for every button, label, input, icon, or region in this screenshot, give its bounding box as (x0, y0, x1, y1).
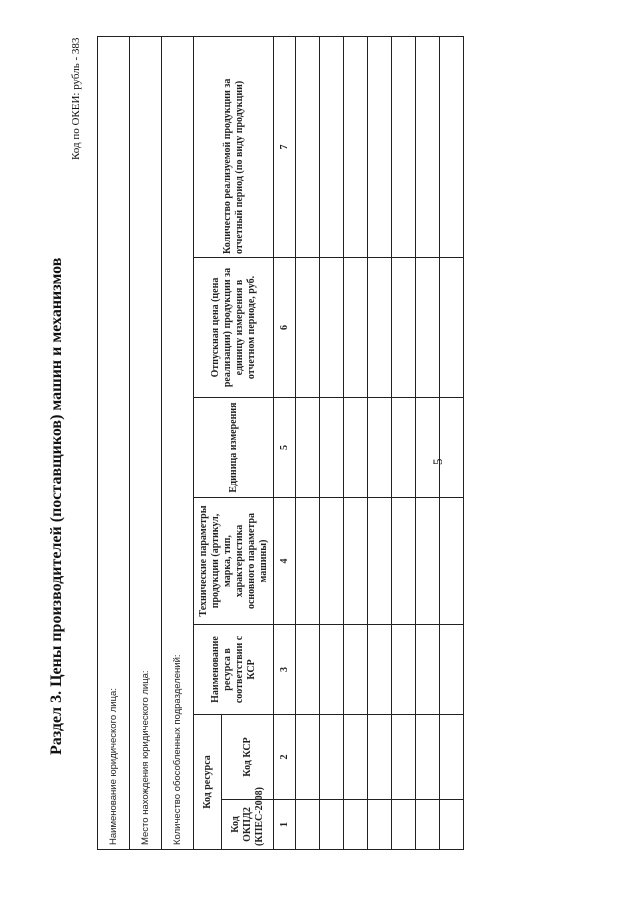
column-number: 7 (274, 36, 296, 257)
empty-cell[interactable] (296, 625, 320, 715)
info-row-location (130, 36, 162, 849)
empty-cell[interactable] (392, 36, 416, 257)
empty-cell[interactable] (344, 800, 368, 850)
unit-header: Единица измерения (194, 398, 274, 498)
table-row (368, 36, 392, 849)
column-number: 3 (274, 625, 296, 715)
empty-cell[interactable] (344, 625, 368, 715)
column-number: 4 (274, 498, 296, 625)
column-number: 5 (274, 398, 296, 498)
okei-code: Код по ОКЕИ: рубль - 383 (70, 37, 82, 160)
empty-cell[interactable] (344, 398, 368, 498)
empty-cell[interactable] (416, 498, 440, 625)
empty-cell[interactable] (416, 715, 440, 800)
empty-cell[interactable] (392, 398, 416, 498)
empty-cell[interactable] (392, 800, 416, 850)
empty-cell[interactable] (368, 398, 392, 498)
empty-cell[interactable] (320, 715, 344, 800)
table-row (296, 36, 320, 849)
empty-cell[interactable] (296, 398, 320, 498)
empty-cell[interactable] (296, 36, 320, 257)
empty-cell[interactable] (392, 625, 416, 715)
info-row-divisions (162, 36, 194, 849)
empty-cell[interactable] (320, 498, 344, 625)
empty-cell[interactable] (416, 625, 440, 715)
column-number: 1 (274, 800, 296, 850)
empty-cell[interactable] (368, 625, 392, 715)
empty-cell[interactable] (416, 800, 440, 850)
empty-cell[interactable] (392, 715, 416, 800)
empty-cell[interactable] (392, 258, 416, 398)
table-row (392, 36, 416, 849)
empty-cell[interactable] (320, 398, 344, 498)
empty-cell[interactable] (440, 498, 464, 625)
empty-cell[interactable] (296, 715, 320, 800)
empty-cell[interactable] (368, 498, 392, 625)
resource-name-header: Наименование ресурса в соответствии с КСР (194, 625, 274, 715)
prices-form-table (97, 36, 464, 850)
empty-cell[interactable] (440, 398, 464, 498)
table-row (416, 36, 440, 849)
empty-cell[interactable] (296, 498, 320, 625)
empty-cell[interactable] (344, 36, 368, 257)
empty-cell[interactable] (344, 258, 368, 398)
table-row (320, 36, 344, 849)
empty-cell[interactable] (368, 715, 392, 800)
column-number-row (274, 36, 296, 849)
empty-cell[interactable] (320, 258, 344, 398)
empty-cell[interactable] (296, 258, 320, 398)
quantity-sold-header: Количество реализуемой продукции за отчетный период (по виду продукции) (194, 36, 274, 257)
empty-cell[interactable] (344, 498, 368, 625)
technical-params-header: Технические параметры продукции (артикул, марка, тип, характеристика основного параметра машины) (194, 498, 274, 625)
release-price-header: Отпускная цена (цена реализации) продукции за единицу измерения в отчетном периоде, руб. (194, 258, 274, 398)
empty-cell[interactable] (440, 36, 464, 257)
empty-cell[interactable] (440, 715, 464, 800)
empty-cell[interactable] (368, 258, 392, 398)
empty-rows (296, 36, 464, 849)
empty-cell[interactable] (344, 715, 368, 800)
empty-cell[interactable] (296, 800, 320, 850)
empty-cell[interactable] (320, 625, 344, 715)
empty-cell[interactable] (440, 625, 464, 715)
empty-cell[interactable] (320, 800, 344, 850)
empty-cell[interactable] (416, 36, 440, 257)
location-label: Место нахождения юридического лица: (130, 36, 162, 849)
info-row-legal-name (98, 36, 130, 849)
column-number: 6 (274, 258, 296, 398)
page-number: 5 (430, 458, 445, 465)
table-row (344, 36, 368, 849)
column-number: 2 (274, 715, 296, 800)
empty-cell[interactable] (440, 258, 464, 398)
empty-cell[interactable] (392, 498, 416, 625)
okpd2-header: Код ОКПД2 (КПЕС-2008) (222, 800, 274, 850)
legal-name-label: Наименование юридического лица: (98, 36, 130, 849)
empty-cell[interactable] (416, 258, 440, 398)
empty-cell[interactable] (368, 36, 392, 257)
section-title: Раздел 3. Цены производителей (поставщиков) машин и механизмов (48, 257, 65, 755)
empty-cell[interactable] (440, 800, 464, 850)
divisions-label: Количество обособленных подразделений: (162, 36, 194, 849)
header-row-1 (194, 36, 222, 849)
empty-cell[interactable] (320, 36, 344, 257)
empty-cell[interactable] (368, 800, 392, 850)
resource-code-group-header: Код ресурса (194, 715, 222, 850)
table-row (440, 36, 464, 849)
empty-cell[interactable] (416, 398, 440, 498)
ksr-code-header: Код КСР (222, 715, 274, 800)
